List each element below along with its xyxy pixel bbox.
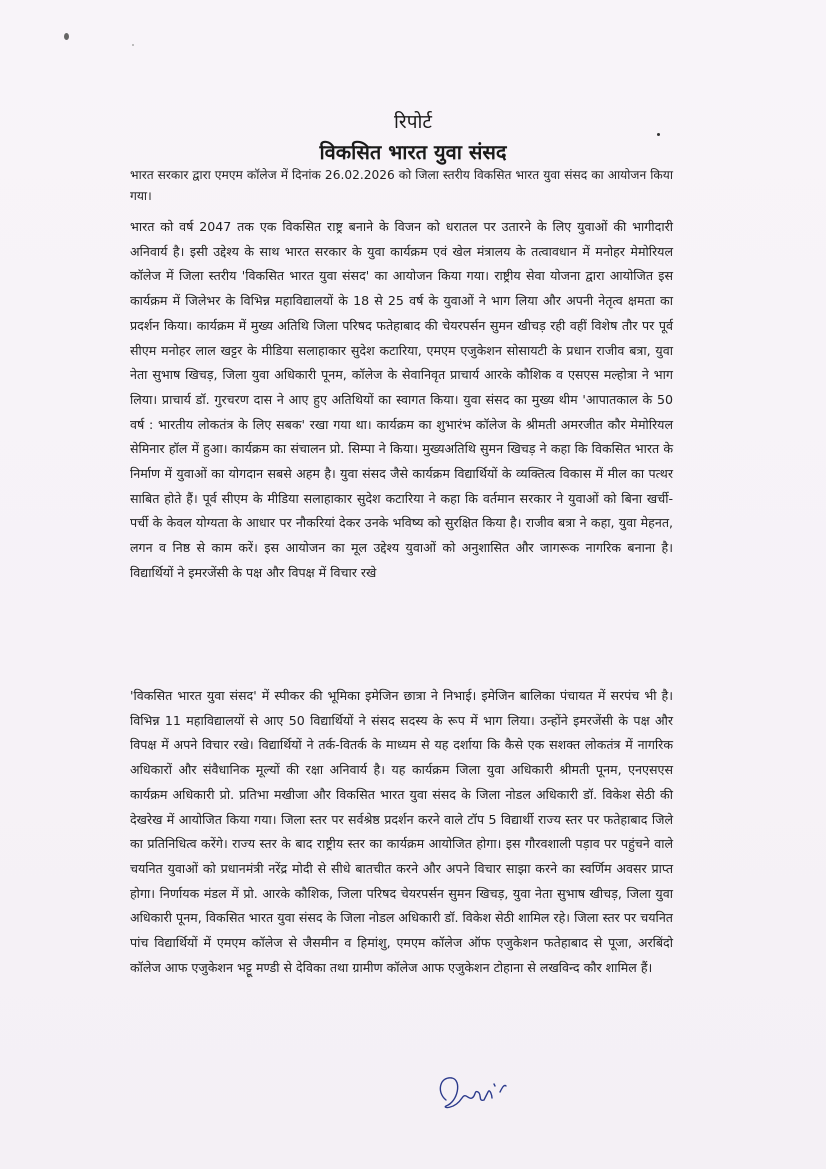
body-paragraph-1: भारत को वर्ष 2047 तक एक विकसित राष्ट्र बनाने के विजन को धरातल पर उतारने के लिए युवाओं की भागीदारी अनिवार्य है। इसी उद्देश्य के साथ भारत सरकार के युवा कार्यक्रम एवं खेल मंत्रालय के तत्वावधान में मनोहर मेमोरियल कॉलेज में जिला स्तरीय 'विकसित भारत युवा संसद' का आयोजन किया गया। राष्ट्रीय सेवा योजना द्वारा आयोजित इस कार्यक्रम में जिलेभर के विभिन्न महाविद्यालयों के 18 से 25 वर्ष के युवाओं ने भाग लिया और अपनी नेतृत्व क्षमता का प्रदर्शन किया। कार्यक्रम में मुख्य अतिथि जिला परिषद फतेहाबाद की चेयरपर्सन सुमन खीचड़ रही वहीं विशेष तौर पर पूर्व सीएम मनोहर लाल खट्टर के मीडिया सलाहाकार सुदेश कटारिया, एमएम एजुकेशन सोसायटी के प्रधान राजीव बत्रा, युवा नेता सुभाष खिचड़, जिला युवा अधिकारी पूनम, कॉलेज के सेवानिवृत प्राचार्य आरके कौशिक व एसएस मल्होत्रा ने भाग लिया। प्राचार्य डॉ. गुरचरण दास ने आए हुए अतिथियों का स्वागत किया। युवा संसद का मुख्य थीम 'आपातकाल के 50 वर्ष : भारतीय लोकतंत्र के लिए सबक' रखा गया था। कार्यक्रम का शुभारंभ कॉलेज के श्रीमती अमरजीत कौर मेमोरियल सेमिनार हॉल में हुआ। कार्यक्रम का संचालन प्रो. सिम्पा ने किया। मुख्यअतिथि सुमन खिचड़ ने कहा कि विकसित भारत के निर्माण में युवाओं का योगदान सबसे अहम है। युवा संसद जैसे कार्यक्रम विद्यार्थियों के व्यक्तित्व विकास में मील का पत्थर साबित होते हैं। पूर्व सीएम के मीडिया सलाहाकार सुदेश कटारिया ने कहा कि वर्तमान सरकार ने युवाओं को बिना खर्ची-पर्ची के केवल योग्यता के आधार पर नौकरियां देकर उनके भविष्य को सुरक्षित किया है। राजीव बत्रा ने कहा, युवा मेहनत, लगन व निष्ठ से काम करें। इस आयोजन का मूल उद्देश्य युवाओं को अनुशासित और जागरूक नागरिक बनाना है। विद्यार्थियों ने इमरजेंसी के पक्ष और विपक्ष में विचार रखे [130,219,673,580]
body-paragraph-2: 'विकसित भारत युवा संसद' में स्पीकर की भूमिका इमेजिन छात्रा ने निभाई। इमेजिन बालिका पंचायत में सरपंच भी है। विभिन्न 11 महाविद्यालयों से आए 50 विद्यार्थियों ने संसद सदस्य के रूप में भाग लिया। उन्होंने इमरजेंसी के पक्ष और विपक्ष में अपने विचार रखे। विद्यार्थियों ने तर्क-वितर्क के माध्यम से यह दर्शाया कि कैसे एक सशक्त लोकतंत्र में नागरिक अधिकारों और संवैधानिक मूल्यों की रक्षा अनिवार्य है। यह कार्यक्रम जिला युवा अधिकारी श्रीमती पूनम, एनएसएस कार्यक्रम अधिकारी प्रो. प्रतिभा मखीजा और विकसित भारत युवा संसद के जिला नोडल अधिकारी डॉ. विकेश सेठी की देखरेख में आयोजित किया गया। जिला स्तर पर सर्वश्रेष्ठ प्रदर्शन करने वाले टॉप 5 विद्यार्थी राज्य स्तर पर फतेहाबाद जिले का प्रतिनिधित्व करेंगे। राज्य स्तर के बाद राष्ट्रीय स्तर का कार्यक्रम आयोजित होगा। इस गौरवशाली पड़ाव पर पहुंचने वाले चयनित युवाओं को प्रधानमंत्री नरेंद्र मोदी से सीधे बातचीत करने और अपने विचार साझा करने का स्वर्णिम अवसर प्राप्त होगा। निर्णायक मंडल में प्रो. आरके कौशिक, जिला परिषद चेयरपर्सन सुमन खिचड़, युवा नेता सुभाष खीचड़, जिला युवा अधिकारी पूनम, विकसित भारत युवा संसद के जिला नोडल अधिकारी डॉ. विकेश सेठी शामिल रहे। जिला स्तर पर चयनित पांच विद्यार्थियों में एमएम कॉलेज से जैसमीन व हिमांशु, एमएम कॉलेज ऑफ एजुकेशन फतेहाबाद से पूजा, अरबिंदो कॉलेज आफ एजुकेशन भट्टू मण्डी से देविका तथा ग्रामीण कॉलेज आफ एजुकेशन टोहाना से लखविन्द कौर शामिल हैं। [130,688,673,975]
report-label: रिपोर्ट [394,111,432,133]
page-title: विकसित भारत युवा संसद [319,140,507,164]
paper-speck [132,44,134,46]
signature [432,1062,512,1122]
intro-paragraph: भारत सरकार द्वारा एमएम कॉलेज में दिनांक 26.02.2026 को जिला स्तरीय विकसित भारत युवा संसद का आयोजन किया गया। [130,168,673,203]
paper-speck [64,33,69,40]
